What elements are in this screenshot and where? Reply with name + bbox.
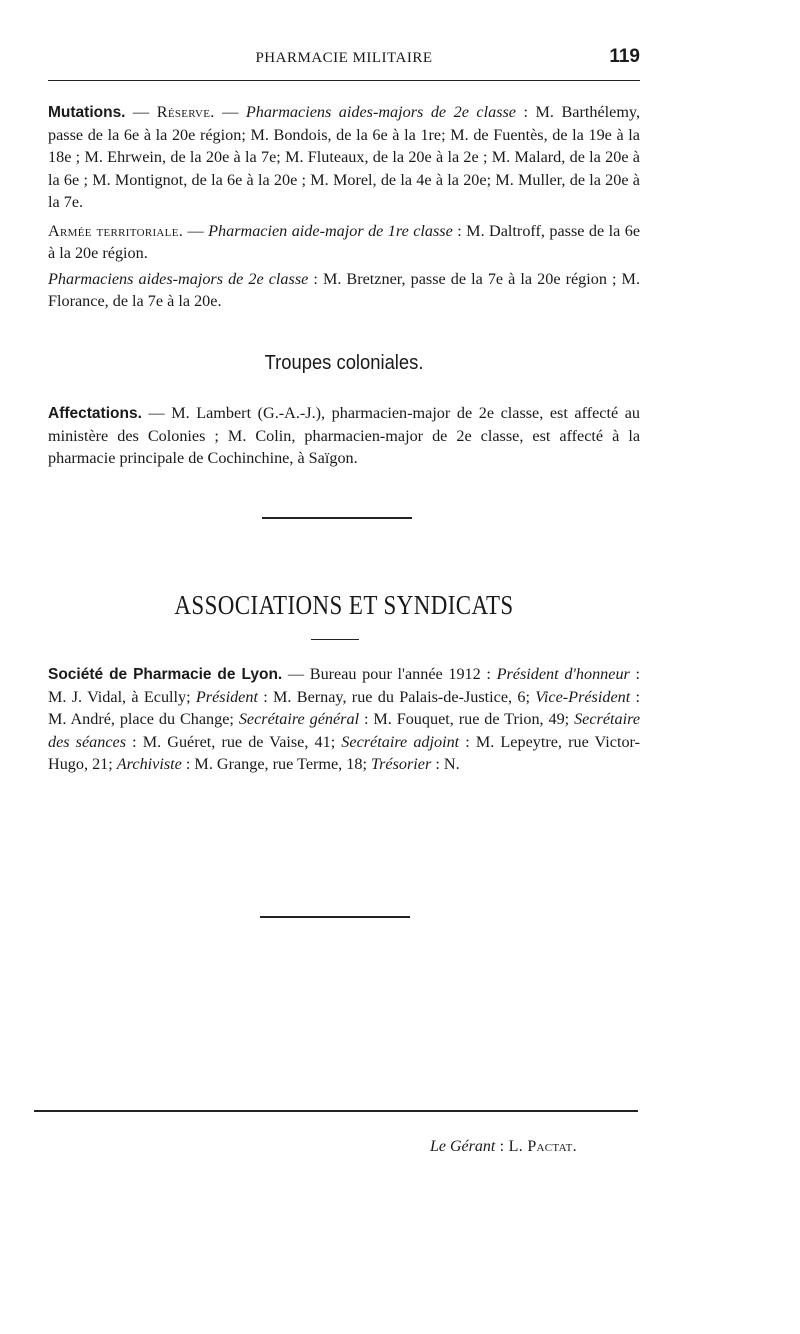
gerant-label: Le Gérant xyxy=(430,1138,496,1155)
reserve-label: Réserve. xyxy=(156,103,215,121)
page-number: 119 xyxy=(609,46,640,67)
mutations-category: Pharmaciens aides-majors de 2e classe xyxy=(245,103,516,121)
member-entry: : M. Grange, rue Terme, 18; xyxy=(181,754,371,773)
title-underline xyxy=(311,639,359,640)
header-rule xyxy=(48,80,640,81)
member-entry: : M. Guéret, rue de Vaise, 41; xyxy=(126,732,342,751)
role-label: Vice-Président xyxy=(535,688,631,707)
footer-rule xyxy=(34,1110,638,1112)
colon: : xyxy=(452,222,467,240)
troupes-section xyxy=(48,402,640,470)
role-label: Président xyxy=(195,688,258,707)
member-entry: : M. Bernay, rue du Palais-de-Justice, 6; xyxy=(257,688,536,707)
society-heading: Société de Pharmacie de Lyon. xyxy=(48,666,283,683)
member-entry: : M. André, place du Change; xyxy=(48,688,641,729)
role-label: Président d'honneur xyxy=(496,665,630,683)
member-entry: : N. xyxy=(431,754,460,773)
role-label: Secrétaire général xyxy=(238,710,360,729)
dash: — xyxy=(282,665,310,683)
colon: : xyxy=(308,270,323,288)
role-label: Archiviste xyxy=(116,754,182,773)
dash: — xyxy=(183,222,209,240)
aides-majors-section xyxy=(48,268,640,312)
aides-majors-body: M. Bretzner, passe de la 7e à la 20e région ; M. Florance, de la 7e à la 20e. xyxy=(48,270,640,311)
role-label: Trésorier xyxy=(371,754,432,773)
affectations-heading: Affectations. xyxy=(48,405,142,422)
section-divider xyxy=(262,517,412,519)
gerant-name: : L. Pactat. xyxy=(495,1138,577,1155)
bureau-intro: Bureau pour l'année 1912 : xyxy=(309,665,491,683)
running-title: PHARMACIE MILITAIRE xyxy=(255,50,433,66)
territoriale-label: Armée territoriale. xyxy=(48,222,184,240)
territoriale-section xyxy=(48,220,640,264)
member-entry: : M. J. Vidal, à Ecully; xyxy=(48,665,641,707)
footer xyxy=(430,1138,577,1156)
mutations-section xyxy=(48,101,640,213)
section-divider xyxy=(260,916,410,918)
member-entry: : M. Lepeytre, rue Victor-Hugo, 21; xyxy=(48,732,641,773)
dash: — xyxy=(141,404,172,422)
member-entry: : M. Fouquet, rue de Trion, 49; xyxy=(359,710,575,729)
territoriale-body: M. Daltroff, passe de la 6e à la 20e région. xyxy=(48,222,641,263)
role-label: Secrétaire des séances xyxy=(48,710,640,751)
territoriale-category: Pharmacien aide-major de 1re classe xyxy=(208,222,453,240)
colon: : xyxy=(516,103,536,121)
dash: — xyxy=(214,103,246,121)
page-header xyxy=(48,46,640,70)
mutations-heading: Mutations. xyxy=(48,104,126,121)
affectations-body: M. Lambert (G.-A.-J.), pharmacien-major de 2e classe, est affecté au ministère des Colonies ; M. Colin, pharmacien-major de 2e classe, est affecté à la pharmacie principale de Cochinchine, à Saïgon. xyxy=(48,404,640,468)
aides-majors-category: Pharmaciens aides-majors de 2e classe xyxy=(48,270,309,288)
troupes-title: Troupes coloniales. xyxy=(264,352,424,374)
mutations-body: M. Barthélemy, passe de la 6e à la 20e région; M. Bondois, de la 6e à la 1re; M. de Fuentès, de la 19e à la 18e ; M. Ehrwein, de la 20e à la 7e; M. Fluteaux, de la 20e à la 2e ; M. Malard, de la 20e à la 6e ; M. Montignot, de la 6e à la 20e ; M. Morel, de la 4e à la 20e; M. Muller, de la 20e à la 7e. xyxy=(48,103,640,211)
associations-section xyxy=(48,663,640,775)
dash: — xyxy=(125,103,157,121)
associations-title: ASSOCIATIONS ET SYNDICATS xyxy=(174,590,514,620)
role-label: Secrétaire adjoint xyxy=(341,732,460,751)
